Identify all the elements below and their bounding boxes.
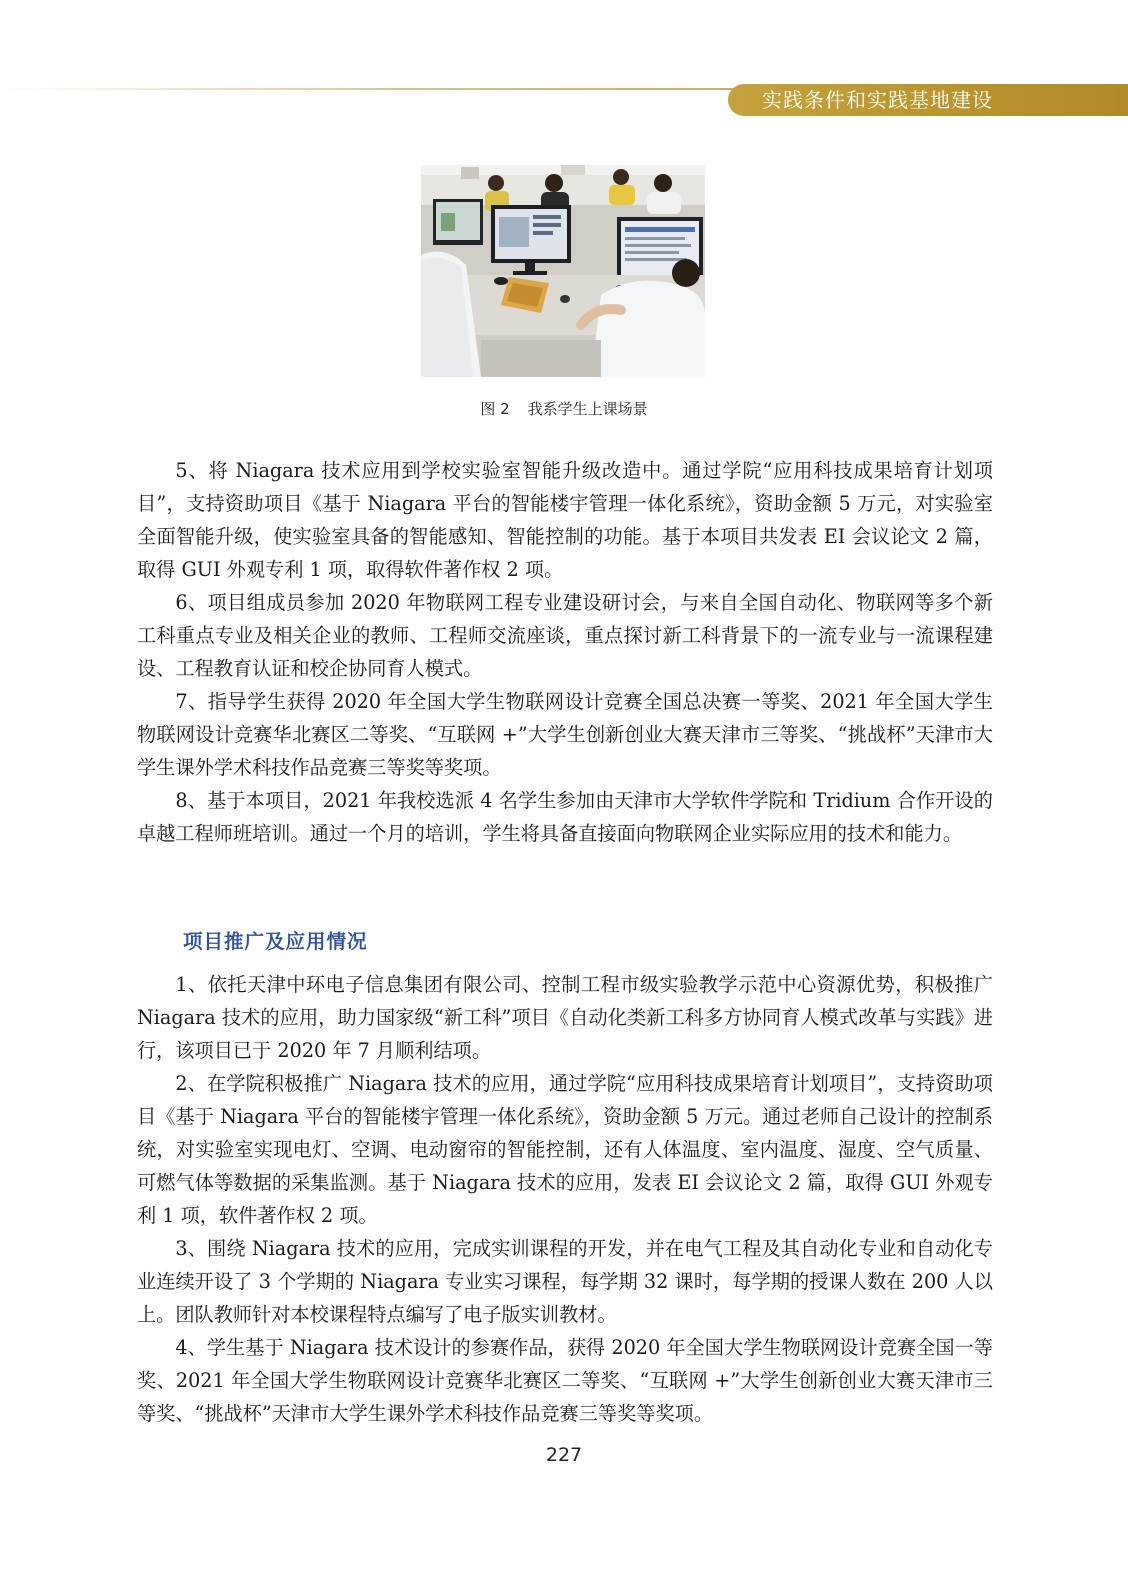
paragraph: 4、学生基于 Niagara 技术设计的参赛作品，获得 2020 年全国大学生物联网设计竞赛全国一等奖、2021 年全国大学生物联网设计竞赛华北赛区二等奖、“互联网 +”大学生创新创业大赛天津市三等奖、“挑战杯”天津市大学生课外学术科技作品竞赛三等奖等奖项。 <box>137 1336 993 1425</box>
paragraph: 8、基于本项目，2021 年我校选派 4 名学生参加由天津市大学软件学院和 Tridium 合作开设的卓越工程师班培训。通过一个月的培训，学生将具备直接面向物联网企业实际应用的技术和能力。 <box>137 789 993 845</box>
figure-number: 图 2 <box>480 400 510 418</box>
paragraph: 3、围绕 Niagara 技术的应用，完成实训课程的开发，并在电气工程及其自动化专业和自动化专业连续开设了 3 个学期的 Niagara 专业实习课程，每学期 32 课时，每学期的授课人数在 200 人以上。团队教师针对本校课程特点编写了电子版实训教材。 <box>137 1237 993 1326</box>
paragraph: 5、将 Niagara 技术应用到学校实验室智能升级改造中。通过学院“应用科技成果培育计划项目”，支持资助项目《基于 Niagara 平台的智能楼宇管理一体化系统》，资助金额 5 万元，对实验室全面智能升级，使实验室具备的智能感知、智能控制的功能。基于本项目共发表 EI 会议论文 2 篇，取得 GUI 外观专利 1 项，取得软件著作权 2 项。 <box>137 459 993 581</box>
classroom-photo <box>421 165 705 377</box>
page-number: 227 <box>545 1444 583 1466</box>
figure-caption-text: 我系学生上课场景 <box>527 400 648 418</box>
paragraph: 7、指导学生获得 2020 年全国大学生物联网设计竞赛全国总决赛一等奖、2021 年全国大学生物联网设计竞赛华北赛区二等奖、“互联网 +”大学生创新创业大赛天津市三等奖、“挑战杯”天津市大学生课外学术科技作品竞赛三等奖等奖项。 <box>137 690 993 779</box>
section-title: 实践条件和实践基地建设 <box>762 88 993 112</box>
paragraph: 6、项目组成员参加 2020 年物联网工程专业建设研讨会，与来自全国自动化、物联网等多个新工科重点专业及相关企业的教师、工程师交流座谈，重点探讨新工科背景下的一流专业与一流课程建设、工程教育认证和校企协同育人模式。 <box>137 591 993 680</box>
paragraph: 2、在学院积极推广 Niagara 技术的应用，通过学院“应用科技成果培育计划项目”，支持资助项目《基于 Niagara 平台的智能楼宇管理一体化系统》，资助金额 5 万元。通过老师自己设计的控制系统，对实验室实现电灯、空调、电动窗帘的智能控制，还有人体温度、室内温度、湿度、空气质量、可燃气体等数据的采集监测。基于 Niagara 技术的应用，发表 EI 会议论文 2 篇，取得 GUI 外观专利 1 项，软件著作权 2 项。 <box>137 1072 993 1227</box>
section-heading: 项目推广及应用情况 <box>183 930 368 953</box>
section-title-tab <box>728 84 1128 116</box>
body-text-top <box>137 454 993 850</box>
paragraph: 1、依托天津中环电子信息集团有限公司、控制工程市级实验教学示范中心资源优势，积极推广 Niagara 技术的应用，助力国家级“新工科”项目《自动化类新工科多方协同育人模式改革与实践》进行，该项目已于 2020 年 7 月顺利结项。 <box>137 973 993 1062</box>
figure-caption <box>0 398 1128 419</box>
body-text-bottom <box>137 968 993 1430</box>
